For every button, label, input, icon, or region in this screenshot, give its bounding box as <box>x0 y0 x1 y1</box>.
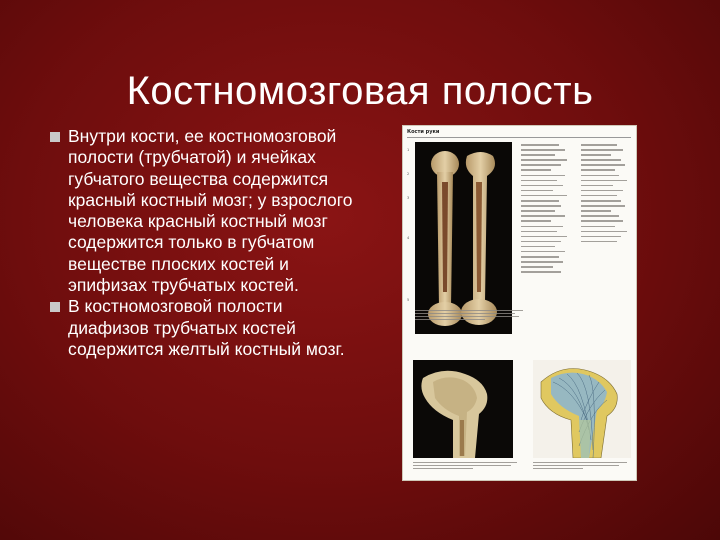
square-bullet-icon <box>50 302 60 312</box>
atlas-divider <box>407 137 631 138</box>
bullet-list <box>50 126 355 360</box>
bullet-item <box>50 296 355 360</box>
anatomy-atlas-image: Кости руки 1 2 3 4 5 <box>402 125 637 481</box>
bullet-text: Внутри кости, ее костномозговой полости (трубчатой) и ячейках губчатого вещества содержится красный костный мозг; у взрослого человека красный костный мозг содержится только в губчатом веществе плоских костей и эпифизах трубчатых костей. <box>68 126 353 296</box>
trabecular-diagram <box>533 360 631 458</box>
bone-section-photo <box>415 142 512 334</box>
epiphysis-section-photo <box>413 360 513 458</box>
slide-title: Костномозговая полость <box>126 68 594 113</box>
square-bullet-icon <box>50 132 60 142</box>
atlas-caption-bottom-right <box>533 462 631 471</box>
atlas-legend-right <box>581 144 631 246</box>
bullet-item <box>50 126 355 296</box>
atlas-caption-bottom-left <box>413 462 523 471</box>
atlas-legend-left <box>521 144 571 276</box>
atlas-page-header: Кости руки <box>407 129 440 135</box>
atlas-caption-top <box>415 310 525 322</box>
bullet-text: В костномозговой полости диафизов трубчатых костей содержится желтый костный мозг. <box>68 296 345 359</box>
